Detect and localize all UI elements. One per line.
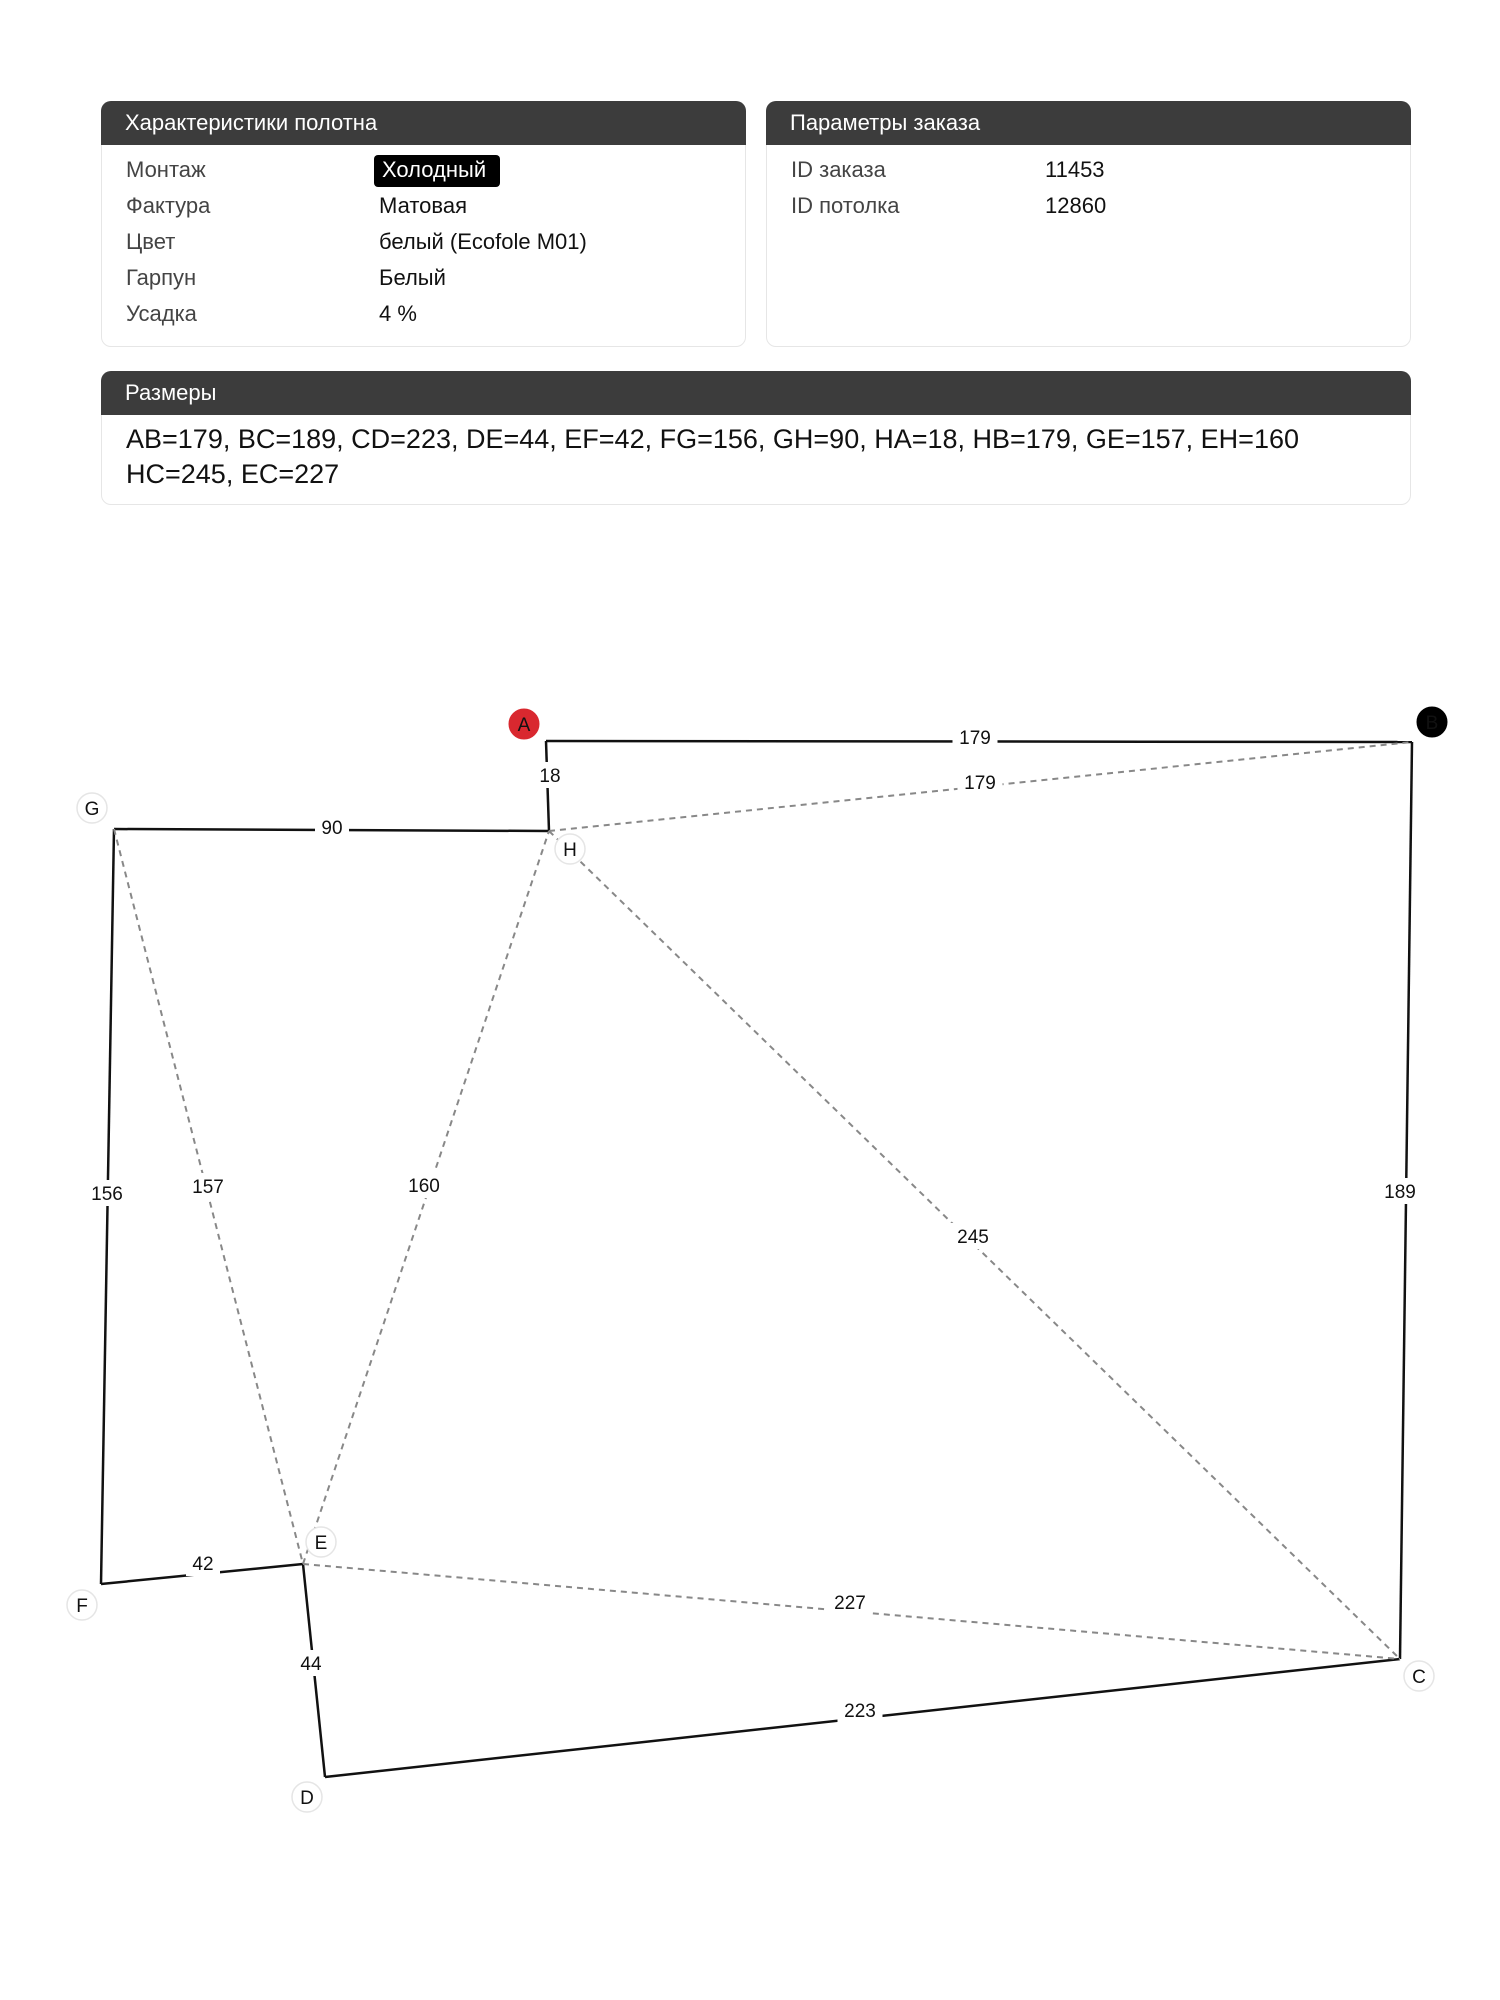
prop-value: 4 % (379, 301, 417, 326)
vertex-label: H (563, 840, 577, 861)
vertex-label: B (1425, 713, 1439, 734)
edge-length-text: 90 (321, 818, 343, 839)
edge-label-AB (953, 724, 998, 750)
prop-label: Усадка (126, 301, 197, 326)
mounting-badge: Холодный (374, 155, 500, 187)
prop-label: Гарпун (126, 265, 197, 290)
edge-label-FG (85, 1180, 130, 1206)
edge-length-text: 189 (1384, 1182, 1416, 1203)
vertex-E (306, 1527, 336, 1557)
order-label: ID потолка (791, 193, 900, 218)
edge-label-HB (958, 769, 1003, 795)
edge-length-text: 223 (844, 1701, 876, 1722)
order-value: 12860 (1045, 193, 1107, 218)
edge-length-text: 44 (300, 1654, 322, 1675)
edge-label-CD (838, 1697, 883, 1723)
vertex-F (67, 1590, 97, 1620)
edge-length-text: 156 (91, 1184, 123, 1205)
vertex-label: C (1412, 1667, 1426, 1688)
prop-value: белый (Ecofole M01) (379, 229, 587, 254)
edge-label-BC (1378, 1178, 1423, 1204)
vertex-label: F (76, 1596, 88, 1617)
edge-length-text: 179 (964, 773, 996, 794)
edge-labels-layer (85, 724, 1423, 1723)
dimensions-line-1: AB=179, BC=189, CD=223, DE=44, EF=42, FG=156, GH=90, HA=18, HB=179, GE=157, EH=160 (126, 424, 1299, 454)
edge-length-text: 160 (408, 1176, 440, 1197)
canvas-props-title: Характеристики полотна (101, 101, 746, 145)
dimensions-line-2: HC=245, EC=227 (126, 459, 340, 489)
prop-value: Матовая (379, 193, 467, 218)
vertex-D (292, 1782, 322, 1812)
edge-length-text: 157 (192, 1177, 224, 1198)
vertices-layer (67, 707, 1447, 1812)
order-params-title: Параметры заказа (766, 101, 1411, 145)
edge-length-text: 179 (959, 728, 991, 749)
edge-label-HA (533, 762, 567, 788)
vertex-C (1404, 1661, 1434, 1691)
edges-layer (101, 741, 1412, 1777)
edge-label-DE (294, 1650, 328, 1676)
edge-label-HC (951, 1223, 996, 1249)
prop-value: Белый (379, 265, 446, 290)
edge-label-GE (186, 1173, 231, 1199)
edge-length-text: 42 (192, 1554, 214, 1575)
prop-label: Цвет (126, 229, 176, 254)
vertex-A (509, 709, 539, 739)
vertex-B (1417, 707, 1447, 737)
edge-label-EF (186, 1550, 220, 1576)
edge-label-GH (315, 814, 349, 840)
vertex-label: D (300, 1788, 314, 1809)
vertex-label: A (517, 715, 531, 736)
edge-label-EH (402, 1172, 447, 1198)
order-label: ID заказа (791, 157, 886, 182)
edge-length-text: 245 (957, 1227, 989, 1248)
prop-label: Монтаж (126, 157, 206, 182)
dimensions-title: Размеры (101, 371, 1411, 415)
edge-length-text: 18 (539, 766, 561, 787)
order-value: 11453 (1045, 157, 1105, 182)
vertex-label: E (314, 1533, 328, 1554)
edge-FG (101, 829, 114, 1584)
vertex-H (555, 834, 585, 864)
vertex-G (77, 793, 107, 823)
prop-label: Фактура (126, 193, 211, 218)
edge-length-text: 227 (834, 1593, 866, 1614)
vertex-label: G (84, 799, 100, 820)
edge-label-EC (828, 1589, 873, 1615)
